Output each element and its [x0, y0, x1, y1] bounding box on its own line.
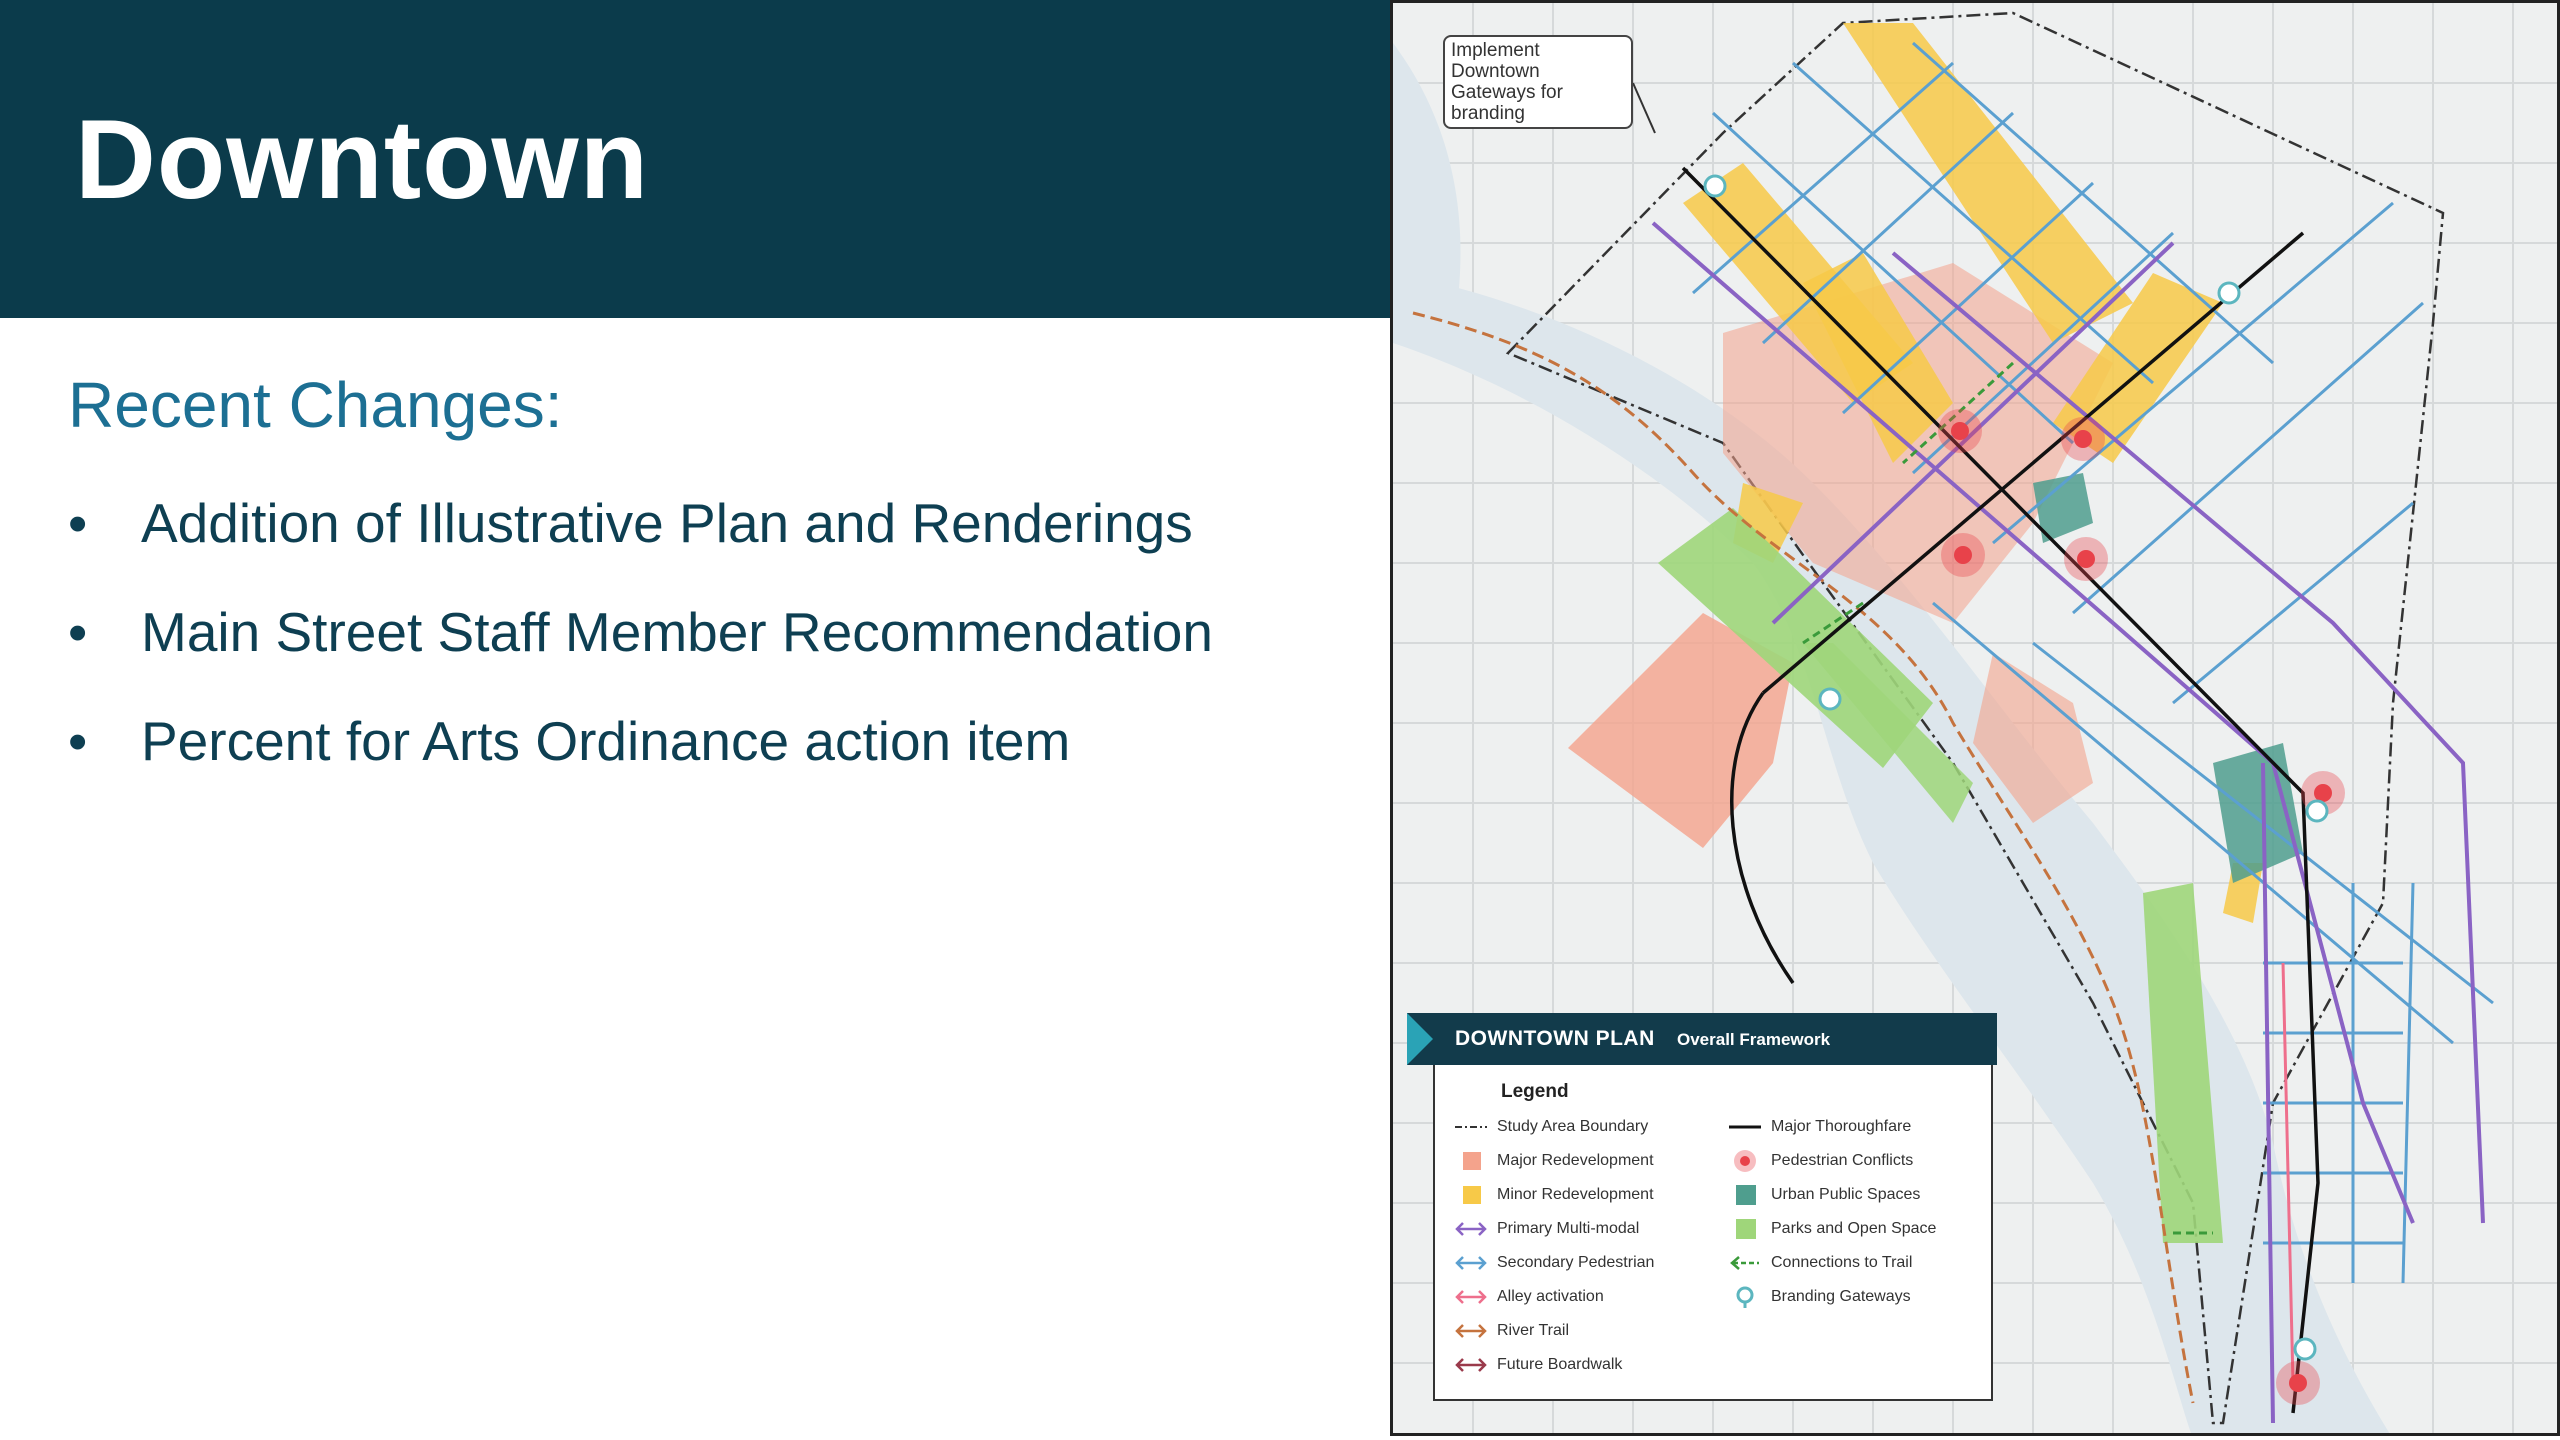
legend-label: Legend	[1501, 1081, 1569, 1102]
legend-item-label: Minor Redevelopment	[1497, 1186, 1654, 1203]
green-dashed-arrow-icon	[1727, 1251, 1763, 1275]
legend-item-label: Branding Gateways	[1771, 1288, 1911, 1305]
bullet-item	[68, 703, 1348, 780]
bullet-icon: •	[68, 710, 88, 772]
teal-square-icon	[1727, 1183, 1763, 1207]
legend-item-label: Pedestrian Conflicts	[1771, 1152, 1914, 1169]
legend-item-label: Urban Public Spaces	[1771, 1186, 1921, 1203]
pink-arrow-icon	[1453, 1285, 1489, 1309]
legend-item-label: Primary Multi-modal	[1497, 1220, 1640, 1237]
legend-item	[1453, 1216, 1639, 1242]
legend-item	[1453, 1114, 1648, 1140]
legend-item	[1727, 1216, 1936, 1242]
gateway-callout: Implement Downtown Gateways for branding	[1443, 35, 1633, 129]
legend-item-label: Major Thoroughfare	[1771, 1118, 1912, 1135]
blue-arrow-icon	[1453, 1251, 1489, 1275]
black-line-icon	[1727, 1115, 1763, 1139]
title-band	[0, 0, 1390, 318]
green-square-icon	[1727, 1217, 1763, 1241]
brown-arrow-icon	[1453, 1319, 1489, 1343]
purple-arrow-icon	[1453, 1217, 1489, 1241]
legend-item-label: Major Redevelopment	[1497, 1152, 1654, 1169]
legend-item-label: River Trail	[1497, 1322, 1570, 1339]
bullet-item	[68, 485, 1348, 562]
bullet-icon: •	[68, 492, 88, 554]
dash-dot-line-icon	[1453, 1115, 1489, 1139]
legend-item	[1453, 1352, 1622, 1378]
legend-item	[1727, 1284, 1911, 1310]
legend-item-label: Future Boardwalk	[1497, 1356, 1623, 1373]
legend-item-label: Connections to Trail	[1771, 1254, 1913, 1271]
legend-item	[1727, 1148, 1913, 1174]
downtown-plan-map	[1390, 0, 2560, 1436]
bullet-text: Addition of Illustrative Plan and Renderings	[141, 492, 1193, 554]
yellow-square-icon	[1453, 1183, 1489, 1207]
legend-item	[1453, 1182, 1654, 1208]
legend-header-subtitle: Overall Framework	[1677, 1030, 1831, 1049]
legend-item	[1453, 1250, 1654, 1276]
slide-title: Downtown	[75, 97, 650, 222]
legend-item	[1453, 1148, 1654, 1174]
gateway-pin-icon	[1727, 1285, 1763, 1309]
legend-item-label: Study Area Boundary	[1497, 1118, 1649, 1135]
legend-item-label: Alley activation	[1497, 1288, 1604, 1305]
legend-item-label: Secondary Pedestrian	[1497, 1254, 1655, 1271]
subheading: Recent Changes:	[68, 369, 563, 441]
salmon-square-icon	[1453, 1149, 1489, 1173]
legend-item	[1727, 1250, 1912, 1276]
red-burst-icon	[1727, 1149, 1763, 1173]
legend-item	[1727, 1182, 1920, 1208]
legend-item	[1453, 1284, 1604, 1310]
legend-item-label: Parks and Open Space	[1771, 1220, 1937, 1237]
legend-item	[1727, 1114, 1911, 1140]
legend-header	[1407, 1013, 1997, 1065]
bullet-text: Main Street Staff Member Recommendation	[141, 601, 1213, 663]
maroon-arrow-icon	[1453, 1353, 1489, 1377]
map-legend	[1433, 1015, 1993, 1401]
legend-item	[1453, 1318, 1569, 1344]
bullet-list	[68, 485, 1348, 812]
bullet-icon: •	[68, 601, 88, 663]
bullet-item	[68, 594, 1348, 671]
bullet-text: Percent for Arts Ordinance action item	[141, 710, 1071, 772]
header-accent-icon	[1407, 1013, 1433, 1065]
legend-header-title: DOWNTOWN PLAN	[1455, 1027, 1655, 1050]
